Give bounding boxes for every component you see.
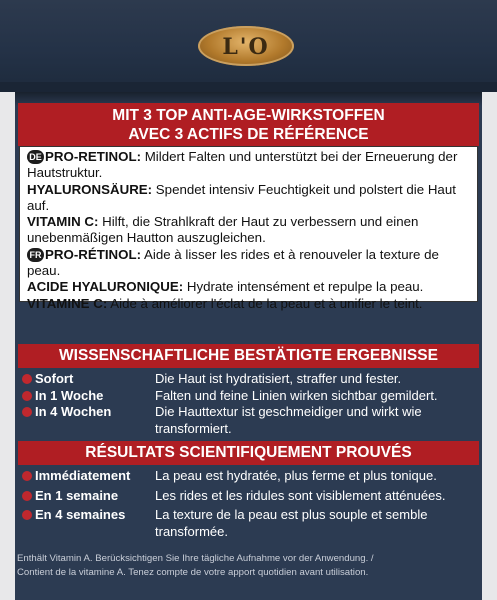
fr-hyal-text: Hydrate intensément et repulpe la peau. (183, 279, 424, 295)
result-label: Sofort (35, 371, 74, 386)
footer-de: Enthält Vitamin A. Berücksichtigen Sie Ihre tägliche Aufnahme vor der Anwendung. / (17, 553, 374, 564)
result-row (22, 488, 477, 505)
fr-flag-icon: FR (27, 248, 44, 262)
de-flag-icon: DE (27, 150, 44, 164)
de-retinol-text: Mildert Falten und unterstützt bei der Erneuerung der Hautstruktur. (27, 149, 458, 181)
bullet-icon (22, 510, 32, 520)
fr-retinol-label: PRO-RÉTINOL: (45, 246, 142, 262)
bullet-icon (22, 374, 32, 384)
brand-logo-icon (198, 26, 294, 66)
footer-fr: Contient de la vitamine A. Tenez compte de votre apport quotidien avant utilisation. (17, 566, 369, 578)
result-label: En 4 semaines (35, 507, 126, 522)
result-label: In 4 Wochen (35, 404, 112, 419)
results-de-list (22, 371, 477, 437)
logo-text: L'O (222, 34, 270, 60)
bullet-icon (22, 391, 32, 401)
de-retinol-label: PRO-RETINOL: (45, 149, 142, 164)
headline-banner (18, 103, 479, 146)
result-text: Les rides et les ridules sont visiblement atténuées. (155, 487, 446, 503)
result-label: En 1 semaine (35, 487, 119, 503)
de-vitc-item (27, 214, 471, 247)
result-label: In 1 Woche (35, 387, 104, 403)
result-row (22, 507, 477, 540)
result-text: Die Haut ist hydratisiert, straffer und fester. (155, 371, 402, 386)
lid-edge (0, 82, 497, 92)
result-row (22, 371, 477, 388)
results-fr-title: RÉSULTATS SCIENTIFIQUEMENT PROUVÉS (18, 441, 479, 465)
result-text: Die Hauttextur ist geschmeidiger und wirkt wie transformiert. (155, 404, 422, 436)
de-vitc-label: VITAMIN C: (27, 214, 99, 230)
result-text: Falten und feine Linien wirken sichtbar gemildert. (155, 387, 438, 403)
fr-vitc-text: Aide à améliorer l'éclat de la peau et à unifier le teint. (107, 295, 423, 311)
de-hyal-label: HYALURONSÄURE: (27, 181, 153, 197)
fr-retinol-item (27, 247, 471, 280)
fr-vitc-label: VITAMINE C: (27, 295, 108, 311)
de-hyal-item (27, 182, 471, 215)
footer-note (17, 552, 483, 579)
result-text: La texture de la peau est plus souple et semble transformée. (155, 507, 428, 539)
de-vitc-text: Hilft, die Strahlkraft der Haut zu verbessern und einen unebenmäßigen Hautton auszugleichen. (27, 214, 419, 246)
fr-retinol-text: Aide à lisser les rides et à renouveler la texture de peau. (27, 246, 439, 279)
headline-fr: AVEC 3 ACTIFS DE RÉFÉRENCE (128, 126, 369, 143)
result-row (22, 388, 477, 405)
bullet-icon (22, 471, 32, 481)
headline-de: MIT 3 TOP ANTI-AGE-WIRKSTOFFEN (112, 107, 385, 124)
results-de-title: WISSENSCHAFTLICHE BESTÄTIGTE ERGEBNISSE (18, 344, 479, 368)
results-fr-list (22, 468, 477, 540)
bullet-icon (22, 407, 32, 417)
result-row (22, 404, 477, 437)
ingredients-box (19, 146, 478, 311)
de-retinol-item (27, 149, 471, 182)
result-text: La peau est hydratée, plus ferme et plus tonique. (155, 468, 437, 483)
bullet-icon (22, 491, 32, 501)
fr-hyal-item (27, 279, 471, 295)
de-hyal-text: Spendet intensiv Feuchtigkeit und polstert die Haut auf. (27, 181, 456, 213)
fr-vitc-item (27, 296, 471, 312)
fr-hyal-label: ACIDE HYALURONIQUE: (27, 279, 184, 295)
result-label: Immédiatement (35, 468, 131, 483)
result-row (22, 468, 477, 485)
